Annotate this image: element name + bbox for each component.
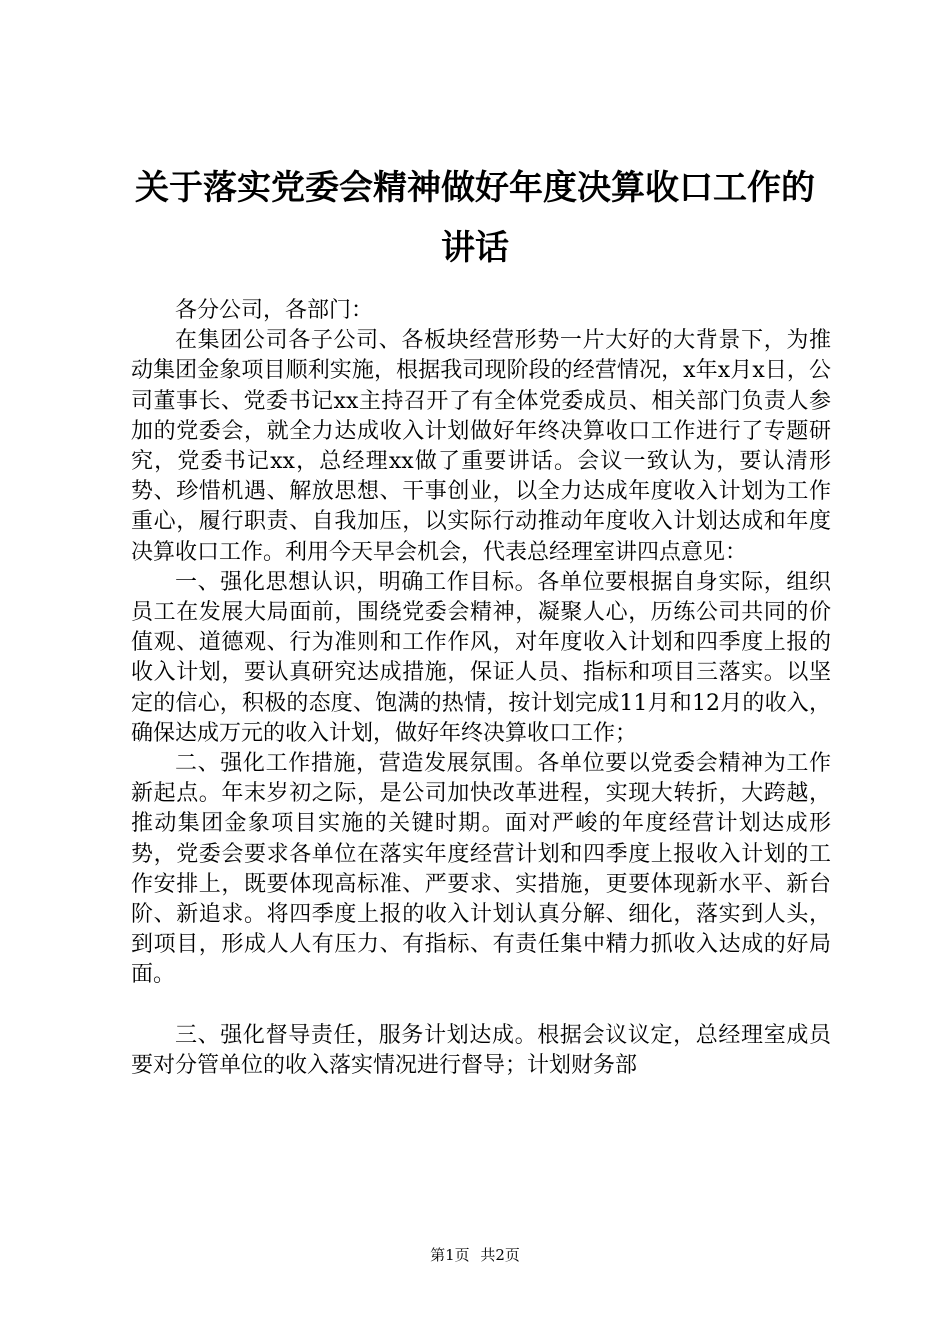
point-three-paragraph: 三、强化督导责任，服务计划达成。根据会议议定，总经理室成员要对分管单位的收入落实情况进行督导；计划财务部 bbox=[131, 1022, 831, 1078]
page-footer bbox=[0, 1245, 950, 1265]
point-one-paragraph: 一、强化思想认识，明确工作目标。各单位要根据自身实际，组织员工在发展大局面前，围绕党委会精神，凝聚人心，历练公司共同的价值观、道德观、行为准则和工作作风，对年度收入计划和四季度上报的收入计划，要认真研究达成措施，保证人员、指标和项目三落实。以坚定的信心，积极的态度、饱满的热情，按计划完成11月和12月的收入，确保达成万元的收入计划，做好年终决算收口工作； bbox=[131, 569, 831, 746]
point-two-paragraph: 二、强化工作措施，营造发展氛围。各单位要以党委会精神为工作新起点。年末岁初之际，是公司加快改革进程，实现大转折，大跨越，推动集团金象项目实施的关键时期。面对严峻的年度经营计划达成形势，党委会要求各单位在落实年度经营计划和四季度上报收入计划的工作安排上，既要体现高标准、严要求、实措施，更要体现新水平、新台阶、新追求。将四季度上报的收入计划认真分解、细化，落实到人头，到项目，形成人人有压力、有指标、有责任集中精力抓收入达成的好局面。 bbox=[131, 751, 831, 988]
document-body bbox=[131, 296, 831, 1081]
salutation-paragraph: 各分公司，各部门： bbox=[175, 298, 374, 323]
page-total: 共2页 bbox=[480, 1246, 520, 1264]
page-number: 第1页 bbox=[430, 1246, 470, 1264]
intro-paragraph: 在集团公司各子公司、各板块经营形势一片大好的大背景下，为推动集团金象项目顺利实施，根据我司现阶段的经营情况，x年x月x日，公司董事长、党委书记xx主持召开了有全体党委成员、相关部门负责人参加的党委会，就全力达成收入计划做好年终决算收口工作进行了专题研究，党委书记xx，总经理xx做了重要讲话。会议一致认为，要认清形势、珍惜机遇、解放思想、干事创业，以全力达成年度收入计划为工作重心，履行职责、自我加压，以实际行动推动年度收入计划达成和年度决算收口工作。利用今天早会机会，代表总经理室讲四点意见： bbox=[131, 328, 831, 565]
document-title: 关于落实党委会精神做好年度决算收口工作的讲话 bbox=[135, 168, 815, 268]
